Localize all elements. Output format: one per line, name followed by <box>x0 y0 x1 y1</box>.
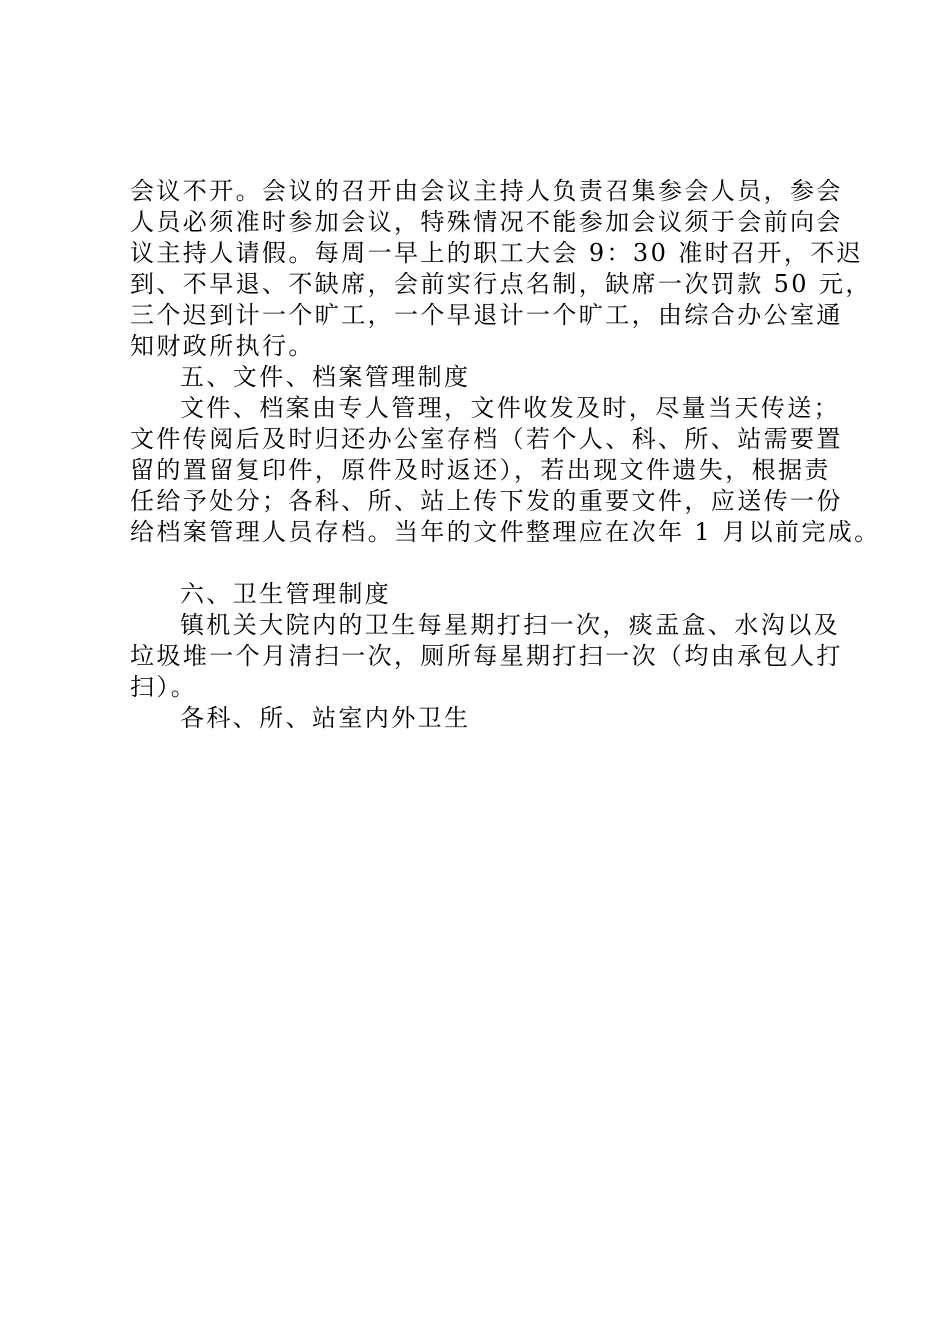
paragraph-line: 三个迟到计一个旷工，一个早退计一个旷工，由综合办公室通 <box>130 301 843 329</box>
paragraph-line: 给档案管理人员存档。当年的文件整理应在次年 1 月以前完成。 <box>130 518 881 546</box>
paragraph-line: 文件传阅后及时归还办公室存档（若个人、科、所、站需要置 <box>130 425 843 453</box>
paragraph-spacer <box>130 548 850 579</box>
paragraph-line: 到、不早退、不缺席，会前实行点名制，缺席一次罚款 50 元， <box>130 270 872 298</box>
paragraph-line: 任给予处分；各科、所、站上传下发的重要文件，应送传一份 <box>130 487 843 515</box>
paragraph-line: 垃圾堆一个月清扫一次，厕所每星期打扫一次（均由承包人打 <box>130 642 843 670</box>
paragraph-line: 各科、所、站室内外卫生 <box>180 704 471 732</box>
document-body <box>130 176 881 734</box>
paragraph-line: 人员必须准时参加会议，特殊情况不能参加会议须于会前向会 <box>130 208 843 236</box>
section-heading-hygiene: 六、卫生管理制度 <box>180 580 392 608</box>
paragraph-line: 文件、档案由专人管理，文件收发及时，尽量当天传送； <box>180 394 840 422</box>
paragraph-line: 会议不开。会议的召开由会议主持人负责召集参会人员，参会 <box>130 177 843 205</box>
paragraph-line: 留的置留复印件，原件及时返还），若出现文件遗失，根据责 <box>130 456 831 484</box>
paragraph-line: 扫）。 <box>130 673 198 701</box>
section-heading-files: 五、文件、档案管理制度 <box>180 363 471 391</box>
paragraph-line: 知财政所执行。 <box>130 332 315 360</box>
paragraph-line: 议主持人请假。每周一早上的职工大会 9：30 准时召开，不迟 <box>130 239 864 267</box>
paragraph-line: 镇机关大院内的卫生每星期打扫一次，痰盂盒、水沟以及 <box>180 611 840 639</box>
